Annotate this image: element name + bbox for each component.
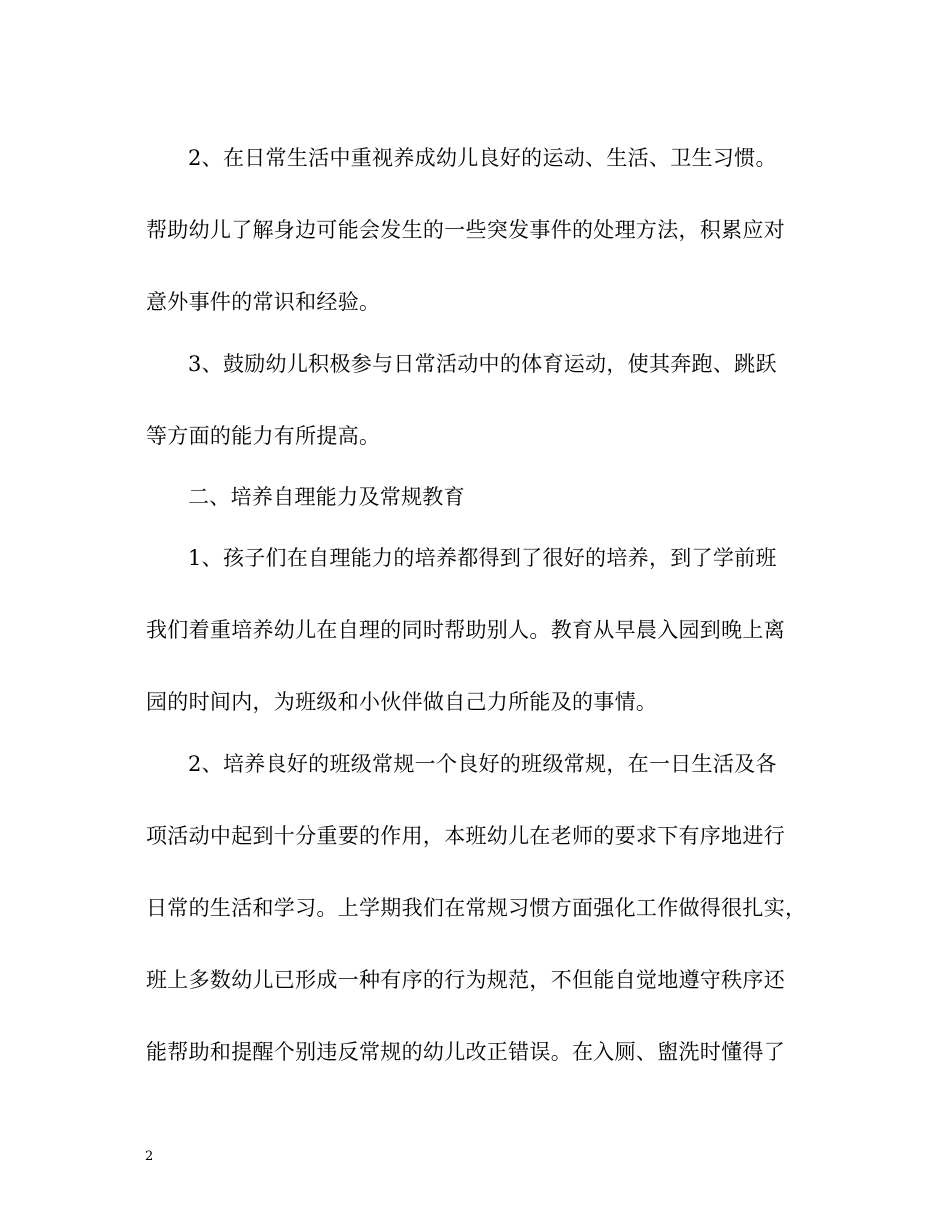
paragraph-line: 意外事件的常识和经验。 [146, 290, 381, 314]
paragraph-line: 3、鼓励幼儿积极参与日常活动中的体育运动，使其奔跑、跳跃 [188, 352, 777, 376]
page-number: 2 [145, 1149, 154, 1164]
paragraph-line: 2、在日常生活中重视养成幼儿良好的运动、生活、卫生习惯。 [188, 146, 777, 170]
paragraph-line: 项活动中起到十分重要的作用，本班幼儿在老师的要求下有序地进行 [146, 824, 785, 848]
paragraph-line: 园的时间内，为班级和小伙伴做自己力所能及的事情。 [146, 690, 658, 714]
paragraph-line: 2、培养良好的班级常规一个良好的班级常规，在一日生活及各 [188, 752, 777, 776]
paragraph-line: 能帮助和提醒个别违反常规的幼儿改正错误。在入厕、盥洗时懂得了 [146, 1040, 785, 1064]
paragraph-line: 我们着重培养幼儿在自理的同时帮助别人。教育从早晨入园到晚上离 [146, 618, 785, 642]
paragraph-line: 日常的生活和学习。上学期我们在常规习惯方面强化工作做得很扎实， [146, 896, 807, 920]
paragraph-line: 1、孩子们在自理能力的培养都得到了很好的培养，到了学前班 [188, 546, 777, 570]
section-heading: 二、培养自理能力及常规教育 [188, 485, 465, 509]
paragraph-line: 等方面的能力有所提高。 [146, 424, 381, 448]
paragraph-line: 帮助幼儿了解身边可能会发生的一些突发事件的处理方法，积累应对 [146, 218, 785, 242]
paragraph-line: 班上多数幼儿已形成一种有序的行为规范，不但能自觉地遵守秩序还 [146, 968, 785, 992]
